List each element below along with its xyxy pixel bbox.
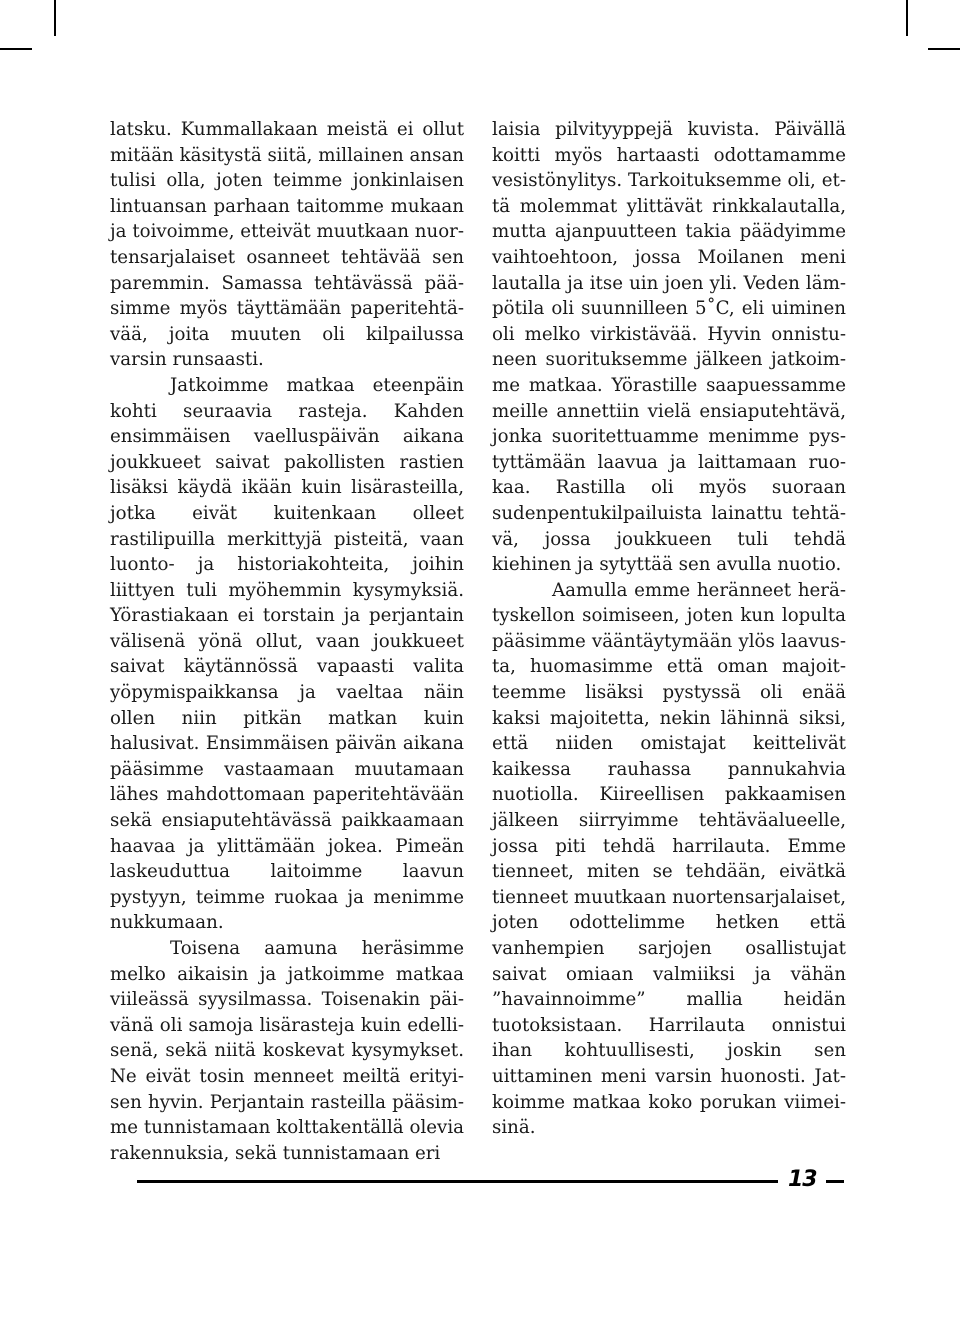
crop-mark-top-left-horizontal	[0, 48, 32, 50]
crop-mark-top-right	[906, 0, 908, 36]
paragraph: latsku. Kummallakaan meistä ei ollut mitään käsitystä siitä, millainen ansan tulisi olla, joten teimme jonkinlaisen lintuansan parhaan taitomme mukaan ja toivoimme, etteivät muutkaan nuortensarjalaiset osanneet tehtävää sen paremmin. Samassa tehtävässä pääsimme myös täyttämään paperitehtävää, joita muuten oli kilpailussa varsin runsaasti.	[110, 119, 464, 371]
right-text-column	[492, 117, 846, 1141]
footer-rule-right	[826, 1180, 844, 1183]
paragraph: Aamulla emme heränneet herätyskellon soimiseen, joten kun lopulta pääsimme vääntäytymään ylös laavusta, huomasimme että oman majoitteemme lisäksi pystyssä oli enää kaksi majoitetta, nekin lähinnä siksi, että niiden omistajat keittelivät kaikessa rauhassa pannukahvia nuotiolla. Kiireellisen pakkaamisen jälkeen siirryimme tehtäväalueelle, jossa piti tehdä harrilauta. Emme tienneet, miten se tehdään, eivätkä tienneet muutkaan nuortensarjalaiset, joten odottelimme hetken että vanhempien sarjojen osallistujat saivat omiaan valmiiksi ja vähän ”havainnoimme” mallia heidän tuotoksistaan. Harrilauta onnistui ihan kohtuullisesti, joskin sen uittaminen meni varsin huonosti. Jatkoimme matkaa koko porukan viimeisinä.	[492, 579, 846, 1139]
crop-mark-top-left	[54, 0, 56, 36]
paragraph: laisia pilvityyppejä kuvista. Päivällä koitti myös hartaasti odottamamme vesistönylitys. Tarkoituksemme oli, että molemmat ylittävät rinkkalautalla, mutta ajanpuutteen takia päädyimme vaihtoehtoon, jossa Moilanen meni lautalla ja itse uin joen yli. Veden lämpötila oli suunnilleen 5˚C, eli uiminen oli melko virkistävää. Hyvin onnistuneen suorituksemme jälkeen jatkoimme matkaa. Yörastille saapuessamme meille annettiin vielä ensiaputehtävä, jonka suoritettuamme menimme pystyttämään laavua ja laittamaan ruokaa. Rastilla oli myös suoraan sudenpentukilpailuista lainattu tehtävä, jossa joukkueen tuli tehdä kiehinen ja sytyttää sen avulla nuotio.	[492, 119, 846, 576]
paragraph: Jatkoimme matkaa eteenpäin kohti seuraavia rasteja. Kahden ensimmäisen vaelluspäivän aikana joukkueet saivat pakollisten rastien lisäksi käydä ikään kuin lisärasteilla, jotka eivät kuitenkaan olleet rastilipuilla merkittyjä pisteitä, vaan luonto- ja historiakohteita, joihin liittyen tuli myöhemmin kysymyksiä. Yörastiakaan ei torstain ja perjantain välisenä yönä ollut, vaan joukkueet saivat käytännössä vapaasti valita yöpymispaikkansa ja vaeltaa näin ollen niin pitkän matkan kuin halusivat. Ensimmäisen päivän aikana pääsimme vastaamaan muutamaan lähes mahdottomaan paperitehtävään sekä ensiaputehtävässä paikkaamaan haavaa ja ylittämään jokea. Pimeän laskeuduttua laitoimme laavun pystyyn, teimme ruokaa ja menimme nukkumaan.	[110, 374, 464, 934]
footer-rule-left	[137, 1180, 778, 1183]
crop-mark-top-right-horizontal	[928, 48, 960, 50]
page-number: 13	[788, 1167, 817, 1192]
paragraph: Toisena aamuna heräsimme melko aikaisin ja jatkoimme matkaa viileässä syysilmassa. Toisenakin päivänä oli samoja lisärasteja kuin edellisenä, sekä niitä koskevat kysymykset. Ne eivät tosin menneet meiltä erityisen hyvin. Perjantain rasteilla pääsimme tunnistamaan kolttakentällä olevia rakennuksia, sekä tunnistamaan eri	[110, 938, 464, 1164]
left-text-column	[110, 117, 464, 1166]
